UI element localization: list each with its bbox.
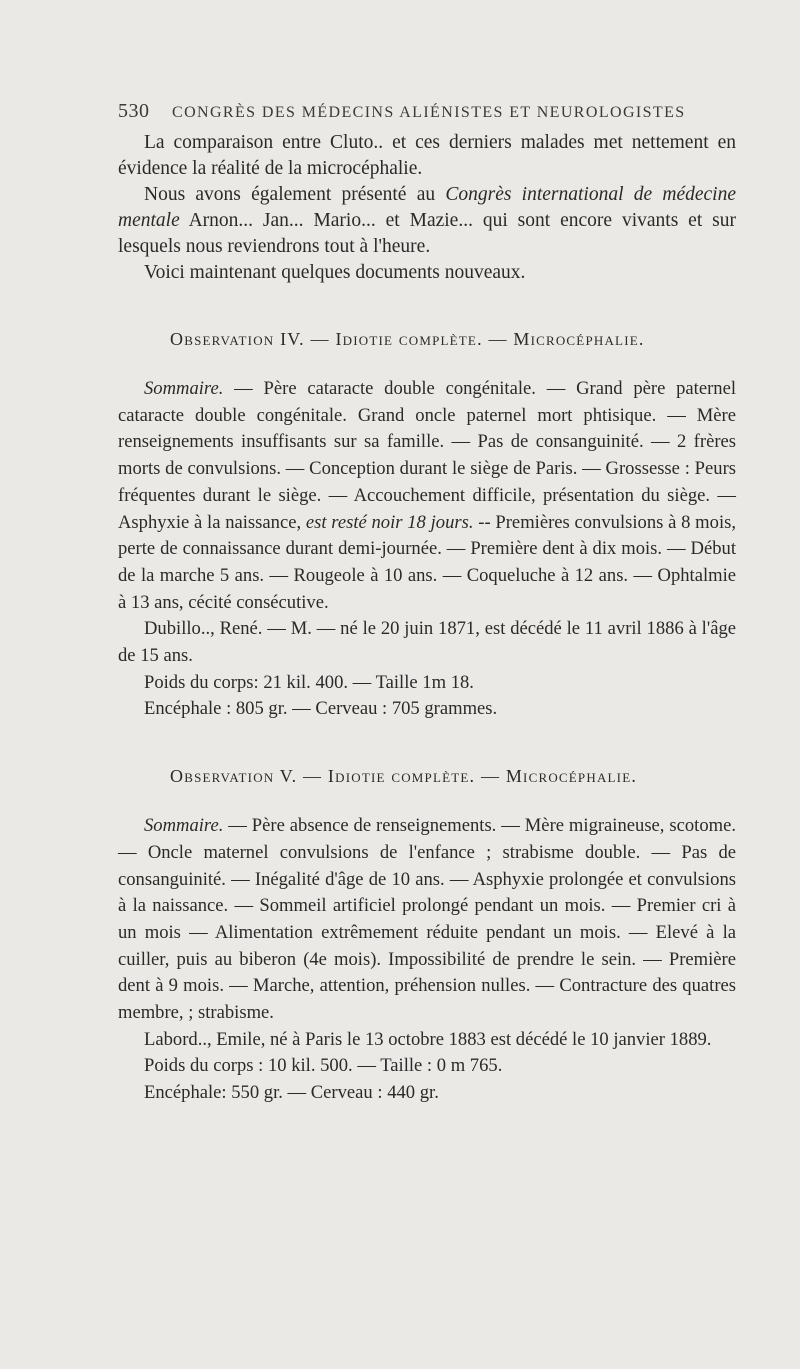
summary-label: Sommaire. [144, 378, 224, 399]
summary-italic: est resté noir 18 jours. [305, 511, 474, 533]
congress-title: Congrès international de médecine mentale [118, 184, 736, 231]
observation-5-identity: Labord.., Emile, né à Paris le 13 octobre 1883 est décédé le 10 janvier 1889. [144, 1028, 712, 1050]
running-header [118, 100, 718, 123]
summary-label: Sommaire. [144, 815, 224, 837]
observation-4-weight: Poids du corps: 21 kil. 400. — Taille 1m 18. [144, 671, 474, 693]
observation-4-summary [118, 376, 736, 616]
running-title: CONGRÈS DES MÉDECINS ALIÉNISTES ET NEUROLOGISTES [172, 104, 686, 121]
observation-4 [118, 376, 736, 723]
observation-5-heading: Observation V. — Idiotie complète. — Microcéphalie. [170, 766, 638, 787]
summary-text: — Père absence de renseignements. — Mère migraineuse, scotome. — Oncle maternel convulsions de l'enfance ; strabisme double. — Pas de consanguinité. — Inégalité d'âge de 10 ans. — Asphyxie prolongée et convulsions à la naissance. — Sommeil artificiel prolongé pendant un mois. — Premier cri à un mois — Alimentation extrêmement réduite pendant un mois. — Elevé à la cuiller, puis au biberon (4e mois). Impossibilité de prendre le sein. — Première dent à 9 mois. — Marche, attention, préhension nulles. — Contracture des quatres membre, ; strabisme. [118, 815, 736, 1024]
observation-4-identity: Dubillo.., René. — M. — né le 20 juin 1871, est décédé le 11 avril 1886 à l'âge de 15 ans. [118, 618, 736, 667]
intro-p2-text-b: Arnon... Jan... Mario... et Mazie... qui sont encore vivants et sur lesquels nous reviendrons tout à l'heure. [118, 210, 736, 257]
intro-paragraph-2 [118, 182, 736, 260]
observation-5-brain: Encéphale: 550 gr. — Cerveau : 440 gr. [144, 1082, 439, 1104]
summary-text-a: — Père cataracte double congénitale. — Grand père paternel cataracte double congénitale. Grand oncle paternel mort phtisique. — Mère renseignements insuffisants sur sa famille. — Pas de consanguinité. — 2 frères morts de convulsions. — Conception durant le siège de Paris. — Grossesse : Peurs fréquentes durant le siège. — Accouchement difficile, présentation du siège. — Asphyxie à la naissance, [118, 378, 736, 533]
observation-5-summary [118, 813, 736, 1027]
observation-4-brain: Encéphale : 805 gr. — Cerveau : 705 grammes. [144, 698, 498, 720]
observation-5 [118, 813, 736, 1107]
page-body [118, 130, 736, 1107]
summary-text-b: -- Premières convulsions à 8 mois, perte de connaissance durant demi-journée. — Première dent à dix mois. — Début de la marche 5 ans. — Rougeole à 10 ans. — Coqueluche à 12 ans. — Ophtalmie à 13 ans, cécité consécutive. [118, 511, 736, 613]
observation-5-weight: Poids du corps : 10 kil. 500. — Taille : 0 m 765. [144, 1055, 503, 1077]
intro-p2-text-a: Nous avons également présenté au [144, 184, 446, 205]
observation-4-heading: Observation IV. — Idiotie complète. — Microcéphalie. [170, 329, 645, 349]
intro-paragraph-1: La comparaison entre Cluto.. et ces derniers malades met nettement en évidence la réalité de la microcéphalie. [118, 132, 736, 179]
page-number: 530 [118, 100, 150, 122]
intro-paragraph-3: Voici maintenant quelques documents nouveaux. [144, 262, 526, 283]
